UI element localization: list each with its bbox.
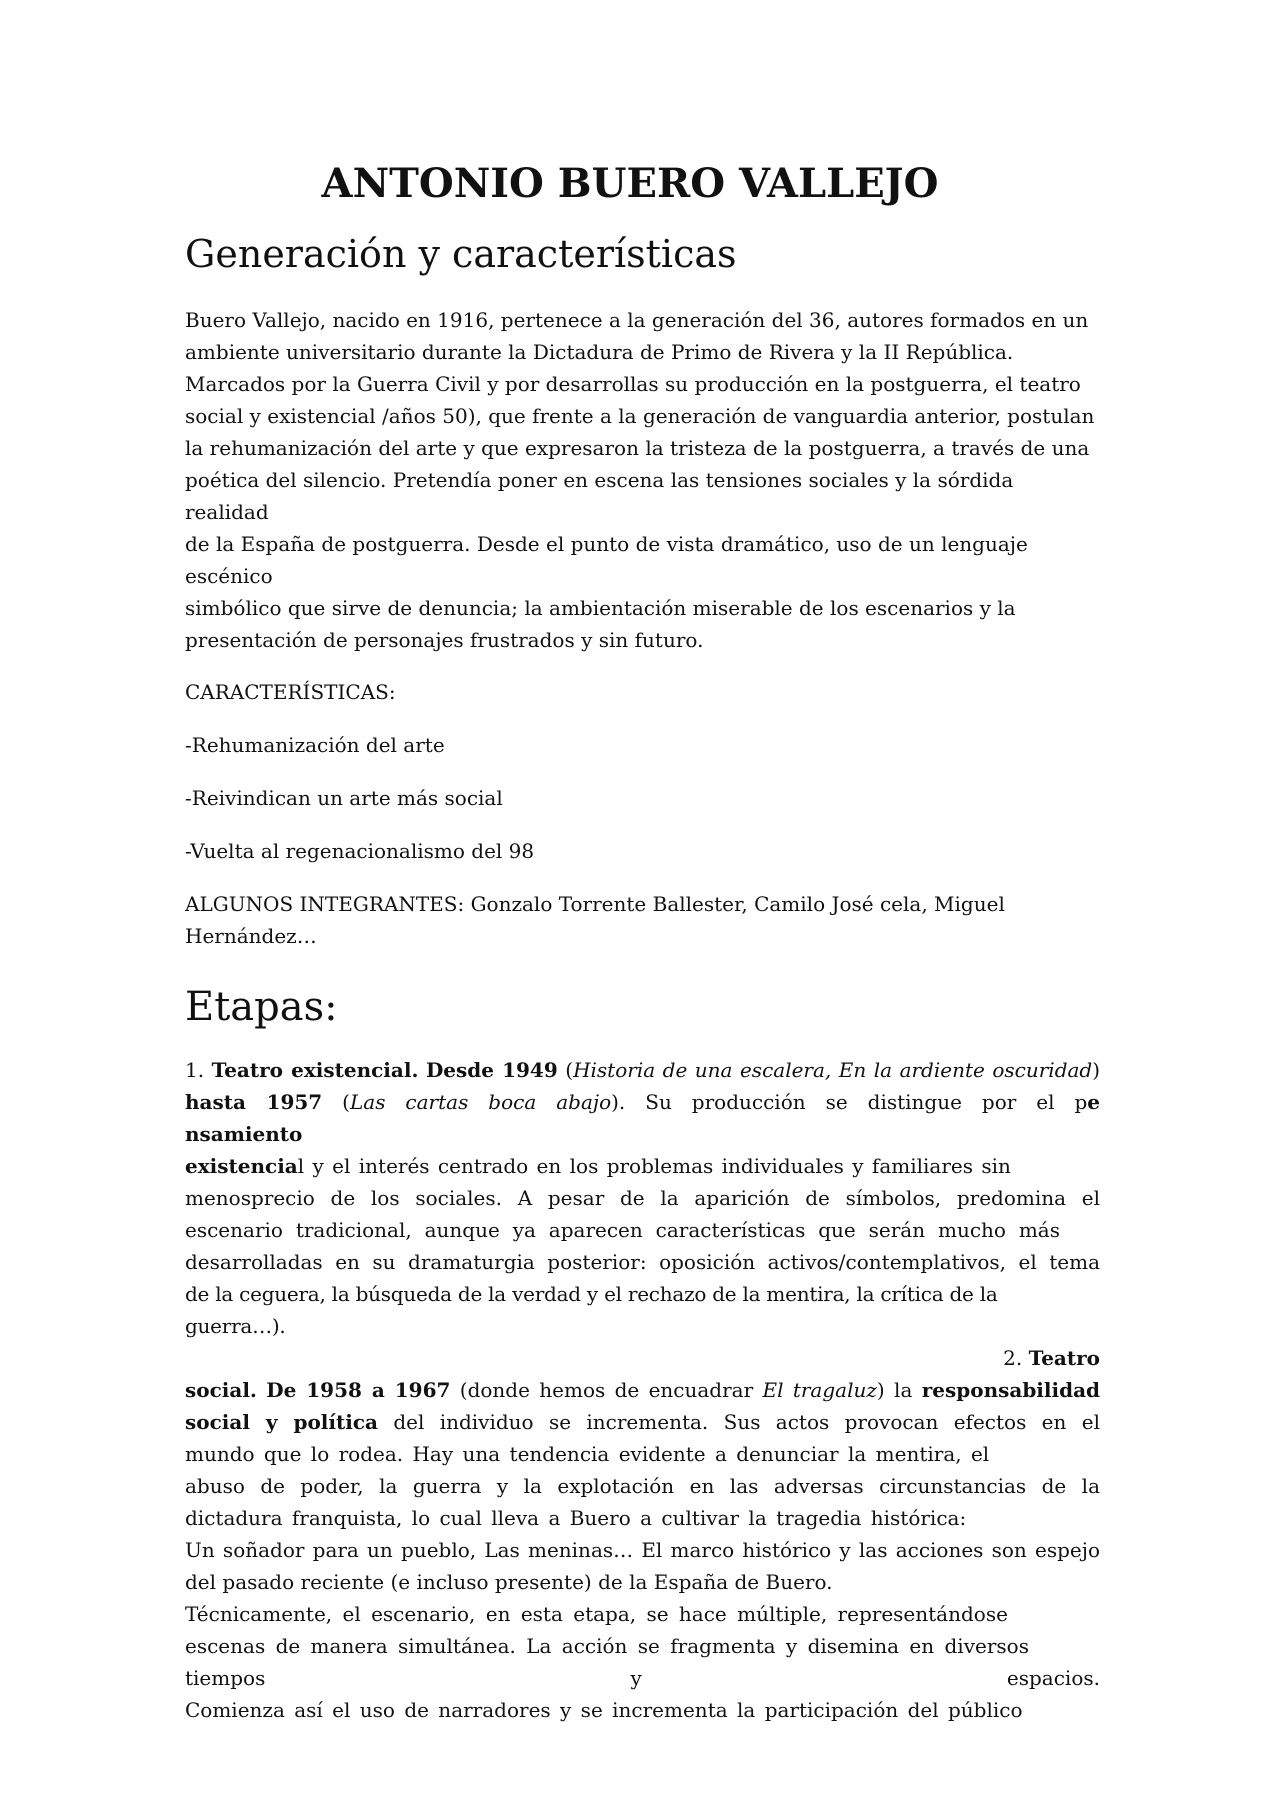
document-body (185, 150, 1100, 1726)
stage-1-paragraph (185, 1054, 1100, 1342)
stage-2-line: dictadura franquista, lo cual lleva a Buero a cultivar la tragedia histórica: (185, 1506, 967, 1530)
caracteristica-item: -Rehumanización del arte (185, 733, 445, 757)
intro-line: de la España de postguerra. Desde el punto de vista dramático, uso de un lenguaje escénico (185, 532, 1028, 588)
stage-2-dates: De 1958 a 1967 (266, 1378, 451, 1402)
stage-2-line: del pasado reciente (e incluso presente) de la España de Buero. (185, 1570, 833, 1594)
stage-2-bold-resp-a: responsabilidad (921, 1378, 1101, 1402)
stage-1-line (185, 1118, 1100, 1150)
stage-2-line: mundo que lo rodea. Hay una tendencia evidente a denunciar la mentira, el (185, 1442, 990, 1466)
stage-2-line: abuso de poder, la guerra y la explotación en las adversas circunstancias de la (185, 1474, 1100, 1498)
integrantes-paragraph (185, 888, 1100, 952)
intro-line: presentación de personajes frustrados y sin futuro. (185, 628, 704, 652)
stage-2-label: social. (185, 1378, 257, 1402)
stage-1-paren: ). (611, 1090, 626, 1114)
stage-2-bold-resp-b: social y política (185, 1410, 378, 1434)
stage-1-line: escenario tradicional, aunque ya aparecen características que serán mucho más (185, 1218, 1060, 1242)
stage-1-line (185, 1150, 1100, 1182)
stage-1-paren: ( (565, 1058, 574, 1082)
stage-1-bold-fragment: existencia (185, 1154, 298, 1178)
section-heading-etapas: Etapas: (185, 984, 338, 1030)
stage-1-date-end: hasta 1957 (185, 1090, 323, 1114)
stage-2-line (185, 1342, 1100, 1374)
caracteristica-item: -Reivindican un arte más social (185, 786, 503, 810)
stage-2-label: Teatro (1028, 1346, 1100, 1370)
stage-1-line (185, 1054, 1100, 1118)
section-heading-generacion: Generación y características (185, 232, 737, 276)
intro-line: Buero Vallejo, nacido en 1916, pertenece a la generación del 36, autores formados en un (185, 308, 1089, 332)
stage-2-line: Técnicamente, el escenario, en esta etapa, se hace múltiple, representándose (185, 1602, 1008, 1626)
stage-2-work: El tragaluz (762, 1378, 877, 1402)
document-title: ANTONIO BUERO VALLEJO (321, 160, 939, 207)
stage-1-paren: ) (1092, 1058, 1101, 1082)
stage-1-label: Teatro existencial. (211, 1058, 419, 1082)
intro-line: ambiente universitario durante la Dictadura de Primo de Rivera y la II República. (185, 340, 1014, 364)
stage-1-date-start: Desde 1949 (425, 1058, 558, 1082)
stage-2-line (185, 1406, 1100, 1438)
stage-1-work-end: Las cartas boca abajo (349, 1090, 612, 1114)
stage-1-line: menosprecio de los sociales. A pesar de la aparición de símbolos, predomina el (185, 1186, 1100, 1210)
intro-paragraph (185, 304, 1100, 656)
stage-1-bold-fragment: nsamiento (185, 1122, 303, 1146)
stage-1-line: desarrolladas en su dramaturgia posterior: oposición activos/contemplativos, el tema (185, 1250, 1100, 1274)
stage-2-text: (donde hemos de encuadrar (459, 1378, 754, 1402)
stage-2-line: escenas de manera simultánea. La acción se fragmenta y disemina en diversos (185, 1634, 1029, 1658)
stage-1-number: 1. (185, 1058, 205, 1082)
stage-1-text: Su producción se distingue por el p (645, 1090, 1088, 1114)
stage-2-line (185, 1374, 1100, 1406)
intro-line: simbólico que sirve de denuncia; la ambientación miserable de los escenarios y la (185, 596, 1016, 620)
stage-2-line: Comienza así el uso de narradores y se incrementa la participación del público (185, 1698, 1023, 1722)
stage-2-paragraph (185, 1342, 1100, 1726)
stage-1-bold-fragment: e (1087, 1090, 1101, 1114)
stage-1-works: Historia de una escalera, En la ardiente oscuridad (573, 1058, 1093, 1082)
caracteristicas-label: CARACTERÍSTICAS: (185, 680, 396, 704)
stage-1-line: de la ceguera, la búsqueda de la verdad y el rechazo de la mentira, la crítica de la guerra…). (185, 1282, 998, 1338)
integrantes-line: Hernández… (185, 924, 317, 948)
stage-2-line: Un soñador para un pueblo, Las meninas… El marco histórico y las acciones son espejo (185, 1538, 1100, 1562)
caracteristica-item: -Vuelta al regenacionalismo del 98 (185, 839, 535, 863)
integrantes-line: ALGUNOS INTEGRANTES: Gonzalo Torrente Ballester, Camilo José cela, Miguel (185, 892, 1005, 916)
intro-line: Marcados por la Guerra Civil y por desarrollas su producción en la postguerra, el teatro (185, 372, 1081, 396)
stage-2-line: tiempos y espacios. (185, 1666, 1100, 1690)
intro-line: la rehumanización del arte y que expresaron la tristeza de la postguerra, a través de una (185, 436, 1090, 460)
intro-line: poética del silencio. Pretendía poner en escena las tensiones sociales y la sórdida realidad (185, 468, 1014, 524)
stage-1-paren: ( (342, 1090, 350, 1114)
intro-line: social y existencial /años 50), que frente a la generación de vanguardia anterior, postulan (185, 404, 1095, 428)
stage-2-text: ) la (876, 1378, 913, 1402)
stage-2-text: del individuo se incrementa. Sus actos provocan efectos en el (393, 1410, 1100, 1434)
stage-2-number: 2. (1003, 1346, 1023, 1370)
stage-1-text: l y el interés centrado en los problemas individuales y familiares sin (297, 1154, 1011, 1178)
